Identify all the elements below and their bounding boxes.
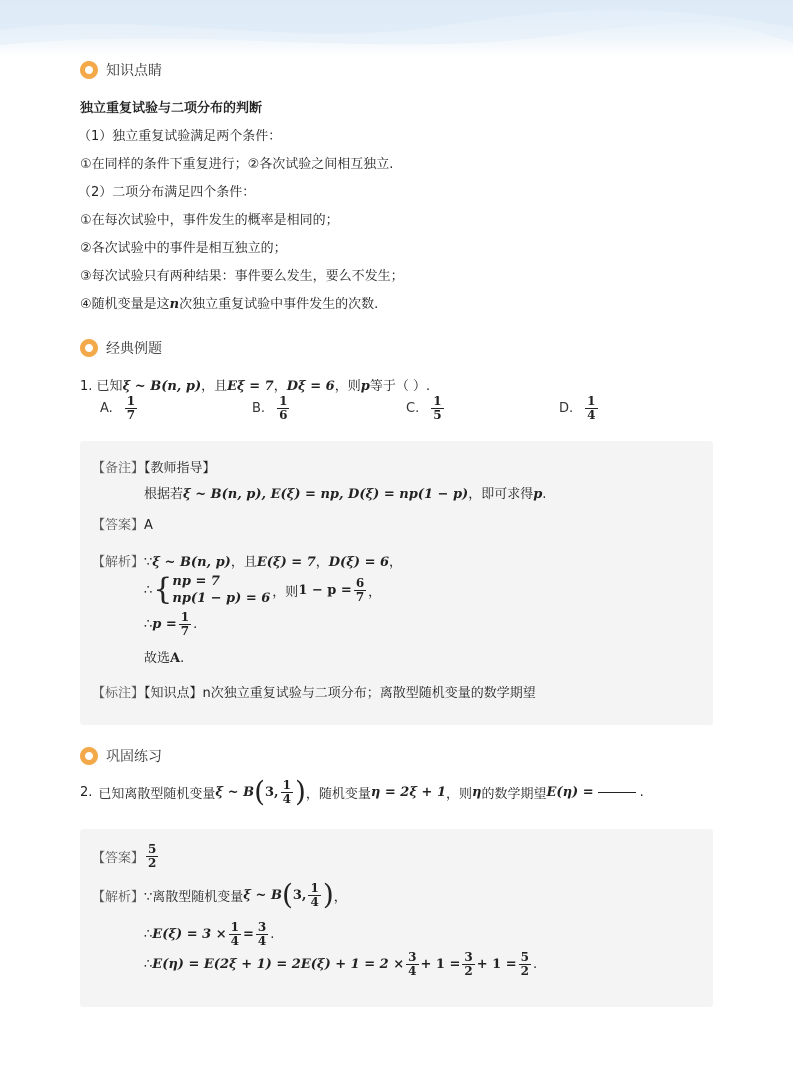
section-title: 经典例题 bbox=[106, 341, 162, 357]
header-wave-decoration bbox=[0, 0, 793, 58]
section-title: 知识点睛 bbox=[106, 63, 162, 79]
analysis-row-4: 故选A. bbox=[144, 651, 185, 666]
option-d[interactable]: D. $\frac{1}{4}$ bbox=[559, 394, 596, 422]
question-1-stem: 1. 已知ξ ~ B(n, p)，且Eξ = 7，Dξ = 6，则p等于（ ）. bbox=[80, 379, 431, 394]
note-row: 【备注】【教师指导】 bbox=[92, 461, 216, 476]
analysis-row-3: ∴ E(η) = E(2ξ + 1) = 2E(ξ) + 1 = 2 × $\frac{3}{4}$ + 1 = $\frac{3}{2}$ + 1 = $\frac{5}{2}$ . bbox=[144, 950, 538, 978]
knowledge-line: （1）独立重复试验满足两个条件： bbox=[78, 129, 282, 144]
knowledge-line: ③每次试验只有两种结果：事件要么发生，要么不发生； bbox=[80, 269, 404, 284]
tag-row: 【标注】【知识点】n次独立重复试验与二项分布；离散型随机变量的数学期望 bbox=[92, 686, 536, 701]
knowledge-heading: 独立重复试验与二项分布的判断 bbox=[80, 101, 263, 116]
knowledge-line: （2）二项分布满足四个条件： bbox=[78, 185, 256, 200]
note-text: 根据若ξ ~ B(n, p), E(ξ) = np, D(ξ) = np(1 − p)，即可求得p. bbox=[144, 487, 547, 502]
knowledge-line: ④随机变量是这n次独立重复试验中事件发生的次数. bbox=[80, 297, 379, 312]
knowledge-line: ②各次试验中的事件是相互独立的； bbox=[80, 241, 287, 256]
knowledge-line: ①在同样的条件下重复进行；②各次试验之间相互独立. bbox=[80, 157, 394, 172]
analysis-row-1: 【解析】∵ξ ~ B(n, p)，且E(ξ) = 7，D(ξ) = 6， bbox=[92, 555, 403, 570]
analysis-row-2: ∴ { np = 7 np(1 − p) = 6 ，则 1 − p = $\frac{6}{7}$ ， bbox=[144, 572, 382, 607]
option-b[interactable]: B. $\frac{1}{6}$ bbox=[252, 394, 288, 422]
answer-blank[interactable] bbox=[598, 792, 636, 793]
section-header-examples bbox=[80, 338, 162, 358]
lightbulb-icon bbox=[80, 61, 98, 79]
analysis-row-1: 【解析】 ∵离散型随机变量 ξ ~ B ( 3, $\frac{1}{4}$ ) ， bbox=[92, 878, 347, 911]
section-header-knowledge bbox=[80, 60, 162, 80]
lightbulb-icon bbox=[80, 747, 98, 765]
answer-box-1 bbox=[80, 441, 713, 725]
option-c[interactable]: C. $\frac{1}{5}$ bbox=[406, 394, 442, 422]
answer-row: 【答案】A bbox=[92, 518, 153, 533]
answer-row: 【答案】 $\frac{5}{2}$ bbox=[92, 842, 157, 870]
analysis-row-2: ∴ E(ξ) = 3 × $\frac{1}{4}$ = $\frac{3}{4}$ . bbox=[144, 920, 275, 948]
analysis-row-3: ∴ p = $\frac{1}{7}$ . bbox=[144, 610, 198, 638]
lightbulb-icon bbox=[80, 339, 98, 357]
option-a[interactable]: A. $\frac{1}{7}$ bbox=[100, 394, 136, 422]
answer-box-2 bbox=[80, 829, 713, 1007]
question-2-stem: 2. 已知离散型随机变量 ξ ~ B ( 3, $\frac{1}{4}$ ) ，随机变量 η = 2ξ + 1 ，则 η 的数学期望 E(η) = . bbox=[80, 775, 644, 808]
section-title: 巩固练习 bbox=[106, 749, 162, 765]
section-header-practice bbox=[80, 746, 162, 766]
knowledge-line: ①在每次试验中，事件发生的概率是相同的； bbox=[80, 213, 339, 228]
